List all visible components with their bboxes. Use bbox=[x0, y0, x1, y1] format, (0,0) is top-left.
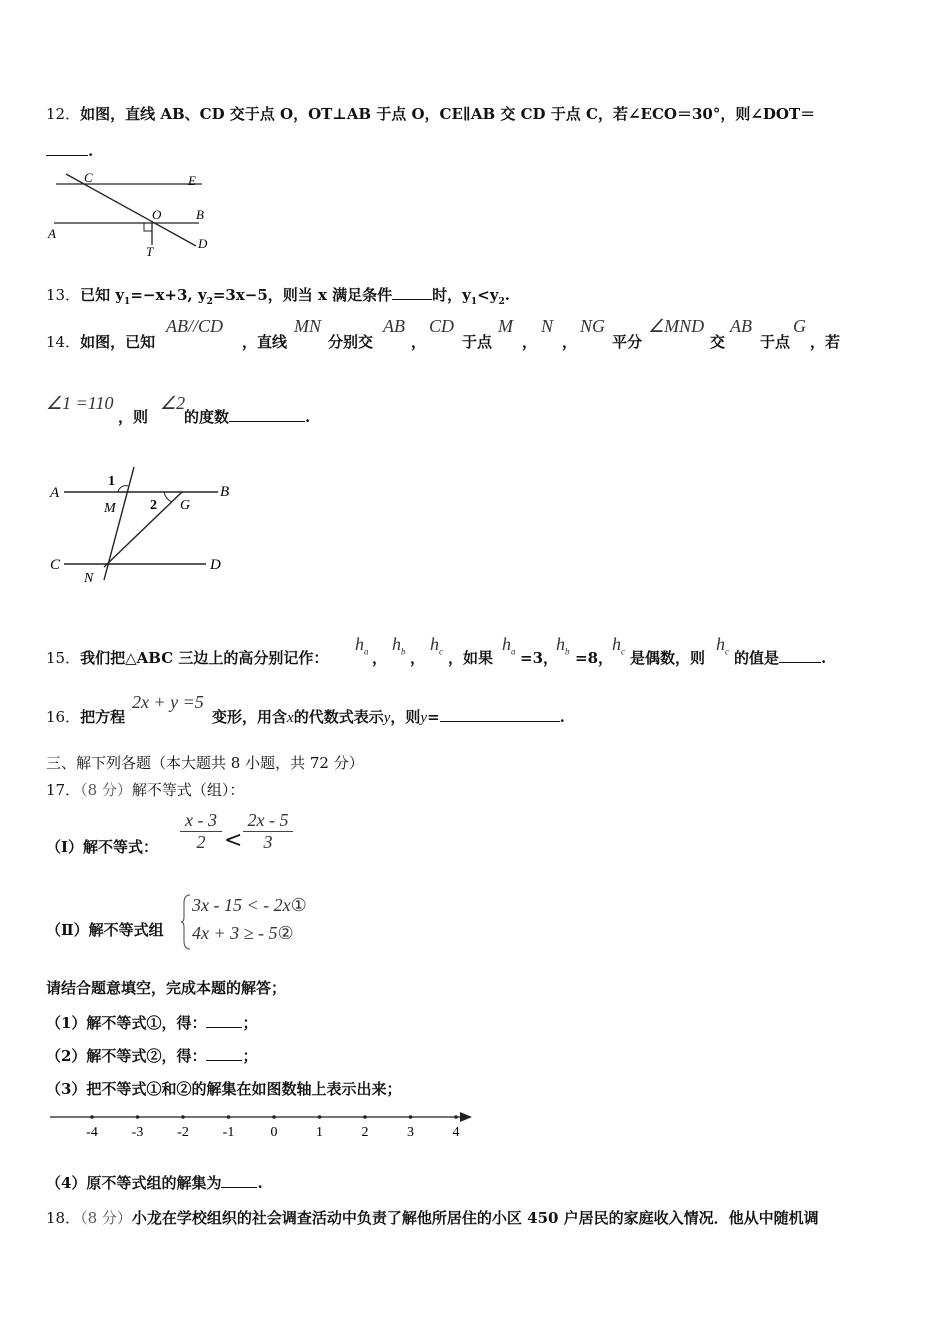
section3-title: 三、解下列各题（本大题共 8 小题，共 72 分） bbox=[46, 754, 364, 772]
axis-ticks bbox=[86, 1115, 459, 1140]
q18-text bbox=[46, 1207, 819, 1228]
q15-t2: 如果 bbox=[463, 649, 494, 667]
q15-hb-2 bbox=[556, 634, 570, 657]
q17-frac2-numerator: 2x - 5 bbox=[243, 810, 293, 832]
q12-text bbox=[46, 103, 815, 124]
q13-part-b: =−x+3, y bbox=[130, 286, 207, 304]
q17-frac2-denominator: 3 bbox=[263, 832, 273, 852]
q15-ha-2 bbox=[502, 634, 516, 657]
q14-tail: . bbox=[305, 408, 311, 426]
axis-tick-label: -2 bbox=[177, 1125, 189, 1140]
angle-2-arc bbox=[164, 492, 172, 502]
label-d: D bbox=[198, 236, 208, 251]
q14-t5: 于点 bbox=[462, 333, 493, 351]
axis-tick-label: -3 bbox=[131, 1125, 144, 1140]
q17-step4-tail: . bbox=[257, 1174, 263, 1192]
q18-score: （8 分） bbox=[80, 1209, 132, 1227]
q16-x: x bbox=[287, 710, 294, 726]
q17-step4-text: （4）原不等式组的解集为 bbox=[46, 1174, 222, 1192]
q17-sys2: 4x + 3 ≥ - 5 bbox=[192, 923, 278, 943]
axis-tick-mark bbox=[409, 1115, 413, 1119]
q12-tail: . bbox=[88, 142, 94, 160]
q15-hc-1 bbox=[430, 634, 443, 657]
q14-m-ab-parallel-cd: AB//CD bbox=[166, 316, 223, 336]
q13-sub1: 1 bbox=[124, 297, 131, 307]
q17-step1-semi: ； bbox=[242, 1014, 258, 1032]
axis-tick-mark bbox=[136, 1115, 140, 1119]
q14-t11: ，若 bbox=[810, 333, 841, 351]
label-d: D bbox=[210, 557, 221, 573]
q13-text bbox=[46, 284, 510, 307]
q17-instruction: 请结合题意填空，完成本题的解答； bbox=[46, 979, 287, 997]
q13-number: 13． bbox=[46, 286, 81, 304]
q14-t3: 分别交 bbox=[328, 333, 374, 351]
q17-frac1-numerator: x - 3 bbox=[180, 810, 222, 832]
q15-h: h bbox=[430, 634, 439, 654]
q14-t7: ， bbox=[562, 333, 578, 351]
label-1: 1 bbox=[108, 474, 115, 489]
q15-blank[interactable] bbox=[779, 648, 821, 663]
q17-number: 17． bbox=[46, 781, 81, 799]
q16-t3: 的代数式表示 bbox=[293, 708, 384, 726]
axis-tick-label: 0 bbox=[270, 1125, 278, 1140]
q15-b: b bbox=[565, 646, 570, 657]
q15-eq8: =8， bbox=[575, 649, 614, 667]
q15-t4: 的值是 bbox=[734, 649, 780, 667]
label-e: E bbox=[188, 173, 196, 188]
label-c: C bbox=[50, 557, 61, 573]
q15-hb-1 bbox=[392, 634, 406, 657]
q14-t12: ，则 bbox=[118, 408, 149, 426]
q14-t4: ， bbox=[411, 333, 427, 351]
q14-number-lead bbox=[46, 331, 155, 352]
axis-tick-mark bbox=[454, 1115, 458, 1119]
q14-t6: ， bbox=[522, 333, 538, 351]
label-t: T bbox=[146, 244, 154, 259]
q13-sub4: 2 bbox=[498, 297, 505, 307]
q17-part2-label: （Ⅱ）解不等式组 bbox=[46, 921, 164, 939]
q16-y: y bbox=[383, 710, 391, 726]
right-angle-mark bbox=[144, 223, 152, 231]
axis-tick-label: 2 bbox=[361, 1125, 369, 1140]
q17-step2-blank[interactable] bbox=[206, 1046, 242, 1061]
q16-t1: 把方程 bbox=[80, 708, 126, 726]
q14-blank[interactable] bbox=[229, 407, 305, 422]
q15-h: h bbox=[502, 634, 511, 654]
q17-system-eq1 bbox=[192, 895, 307, 916]
q15-comma1: ， bbox=[372, 649, 388, 667]
q16-t4: ，则 bbox=[390, 708, 421, 726]
q17-sys1-mark: ① bbox=[290, 895, 307, 915]
q14-t2: ，直线 bbox=[242, 333, 288, 351]
q13-part-d: 时，y bbox=[432, 286, 471, 304]
q14-m-angle2: ∠2 bbox=[160, 393, 186, 413]
q14-m-ab: AB bbox=[383, 316, 405, 336]
label-g: G bbox=[180, 498, 191, 513]
q12-blank[interactable] bbox=[46, 141, 88, 156]
q18-stem: 小龙在学校组织的社会调查活动中负责了解他所居住的小区 450 户居民的家庭收入情况．他从中随机调 bbox=[131, 1209, 819, 1227]
q15-if bbox=[448, 647, 493, 668]
q12-answer-line bbox=[46, 141, 93, 160]
q14-answer bbox=[184, 406, 310, 427]
label-m: M bbox=[104, 501, 116, 516]
q17-step2-text: （2）解不等式②，得： bbox=[46, 1047, 207, 1065]
q17-step4-blank[interactable] bbox=[221, 1173, 257, 1188]
q12-figure bbox=[44, 168, 219, 260]
q17-header bbox=[46, 779, 244, 800]
axis-arrow-icon bbox=[460, 1112, 472, 1122]
q18-number: 18． bbox=[46, 1209, 81, 1227]
q15-h: h bbox=[392, 634, 401, 654]
q14-m-ng: NG bbox=[580, 316, 606, 336]
q13-blank[interactable] bbox=[392, 285, 432, 300]
q15-t1: 我们把△ABC 三边上的高分别记作： bbox=[80, 649, 329, 667]
q15-hc-2 bbox=[612, 634, 625, 657]
q14-figure bbox=[46, 462, 236, 590]
axis-tick-label: -1 bbox=[222, 1125, 235, 1140]
label-b: B bbox=[196, 207, 204, 222]
q14-m-m: M bbox=[498, 316, 513, 336]
q15-ha-1 bbox=[355, 634, 369, 657]
label-2: 2 bbox=[150, 498, 157, 513]
q17-sys1: 3x - 15 < - 2x bbox=[192, 895, 291, 915]
q16-number: 16． bbox=[46, 708, 81, 726]
axis-tick-label: 4 bbox=[452, 1125, 460, 1140]
q15-lead bbox=[46, 647, 328, 668]
axis-tick-label: 3 bbox=[407, 1125, 414, 1140]
q15-number: 15． bbox=[46, 649, 81, 667]
axis-tick-mark bbox=[318, 1115, 322, 1119]
q15-c: c bbox=[725, 646, 729, 657]
q17-less-than: < bbox=[224, 828, 243, 853]
q17-step2 bbox=[46, 1045, 257, 1066]
q15-t3: 是偶数，则 bbox=[630, 649, 706, 667]
axis-tick-label: -4 bbox=[86, 1125, 98, 1140]
number-line bbox=[46, 1106, 476, 1142]
axis-tick-label: 1 bbox=[316, 1125, 323, 1140]
q15-c: c bbox=[439, 646, 443, 657]
label-n: N bbox=[84, 571, 94, 586]
q17-system-eq2 bbox=[192, 923, 294, 944]
label-a: A bbox=[50, 485, 60, 501]
q16-rest bbox=[212, 706, 565, 727]
q17-step4 bbox=[46, 1172, 263, 1193]
q15-h: h bbox=[612, 634, 621, 654]
axis-tick-mark bbox=[363, 1115, 367, 1119]
q17-score: （8 分） bbox=[80, 781, 132, 799]
q16-tail: . bbox=[559, 708, 565, 726]
axis-tick-mark bbox=[227, 1115, 231, 1119]
q14-m-cd: CD bbox=[429, 316, 455, 336]
q14-t9: 交 bbox=[710, 333, 726, 351]
q17-frac1-denominator: 2 bbox=[196, 832, 206, 852]
q15-comma3: ， bbox=[448, 649, 464, 667]
q15-c: c bbox=[621, 646, 625, 657]
q14-number: 14． bbox=[46, 333, 81, 351]
q14-m-g: G bbox=[793, 316, 806, 336]
q16-lead bbox=[46, 706, 125, 727]
q15-b: b bbox=[401, 646, 406, 657]
q15-hc-3 bbox=[716, 634, 729, 657]
q14-m-ab2: AB bbox=[730, 316, 752, 336]
q13-sub2: 2 bbox=[206, 297, 213, 307]
q17-step1-text: （1）解不等式①，得： bbox=[46, 1014, 207, 1032]
q13-part-e: <y bbox=[477, 286, 499, 304]
q12-number: 12． bbox=[46, 105, 81, 123]
q17-fraction-1 bbox=[180, 810, 222, 853]
q14-m-angle-mnd: ∠MND bbox=[648, 316, 705, 336]
angle-1-arc bbox=[118, 486, 128, 492]
line-ng bbox=[104, 492, 182, 567]
system-brace bbox=[180, 893, 192, 951]
q15-eq3: =3， bbox=[520, 649, 559, 667]
axis-tick-mark bbox=[272, 1115, 276, 1119]
q15-h: h bbox=[556, 634, 565, 654]
axis-tick-mark bbox=[90, 1115, 94, 1119]
q17-sys2-mark: ② bbox=[277, 923, 294, 943]
q17-step1-blank[interactable] bbox=[206, 1013, 242, 1028]
q14-t8: 平分 bbox=[612, 333, 643, 351]
axis-tick-mark bbox=[181, 1115, 185, 1119]
q17-step2-semi: ； bbox=[242, 1047, 258, 1065]
q14-m-angle1: ∠1 =110 bbox=[46, 393, 114, 413]
q12-stem: 如图，直线 AB、CD 交于点 O，OT⊥AB 于点 O，CE∥AB 交 CD 于点 C，若∠ECO＝30°，则∠DOT＝ bbox=[80, 105, 816, 123]
q14-m-n: N bbox=[541, 316, 554, 336]
q13-part-a: 已知 y bbox=[80, 286, 125, 304]
q16-blank[interactable] bbox=[440, 707, 560, 722]
q15-h: h bbox=[355, 634, 364, 654]
q16-t5: = bbox=[427, 708, 440, 726]
q15-comma2: ， bbox=[410, 649, 426, 667]
q17-intro: 解不等式（组）： bbox=[131, 781, 245, 799]
q14-t10: 于点 bbox=[760, 333, 791, 351]
q17-step3: （3）把不等式①和②的解集在如图数轴上表示出来； bbox=[46, 1080, 402, 1098]
label-c: C bbox=[84, 170, 93, 185]
label-o: O bbox=[152, 207, 162, 222]
q14-t13: 的度数 bbox=[184, 408, 230, 426]
q17-step1 bbox=[46, 1012, 257, 1033]
q13-sub3: 1 bbox=[470, 297, 478, 307]
label-a: A bbox=[48, 226, 56, 241]
q15-h: h bbox=[716, 634, 725, 654]
q16-t2: 变形，用含 bbox=[212, 708, 288, 726]
q15-a: a bbox=[511, 646, 516, 657]
q15-a: a bbox=[364, 646, 369, 657]
q17-part1-label: （Ⅰ）解不等式： bbox=[46, 838, 159, 856]
q14-m-mn: MN bbox=[294, 316, 321, 336]
label-b: B bbox=[220, 484, 230, 500]
q16-equation: 2x + y =5 bbox=[132, 692, 204, 712]
q15-tail: . bbox=[821, 649, 827, 667]
q14-t1: 如图，已知 bbox=[80, 333, 156, 351]
q16-y2: y bbox=[420, 710, 428, 726]
q15-answer bbox=[734, 647, 826, 668]
q13-tail: . bbox=[504, 286, 510, 304]
q17-fraction-2 bbox=[243, 810, 293, 853]
q13-part-c: =3x−5，则当 x 满足条件 bbox=[212, 286, 393, 304]
